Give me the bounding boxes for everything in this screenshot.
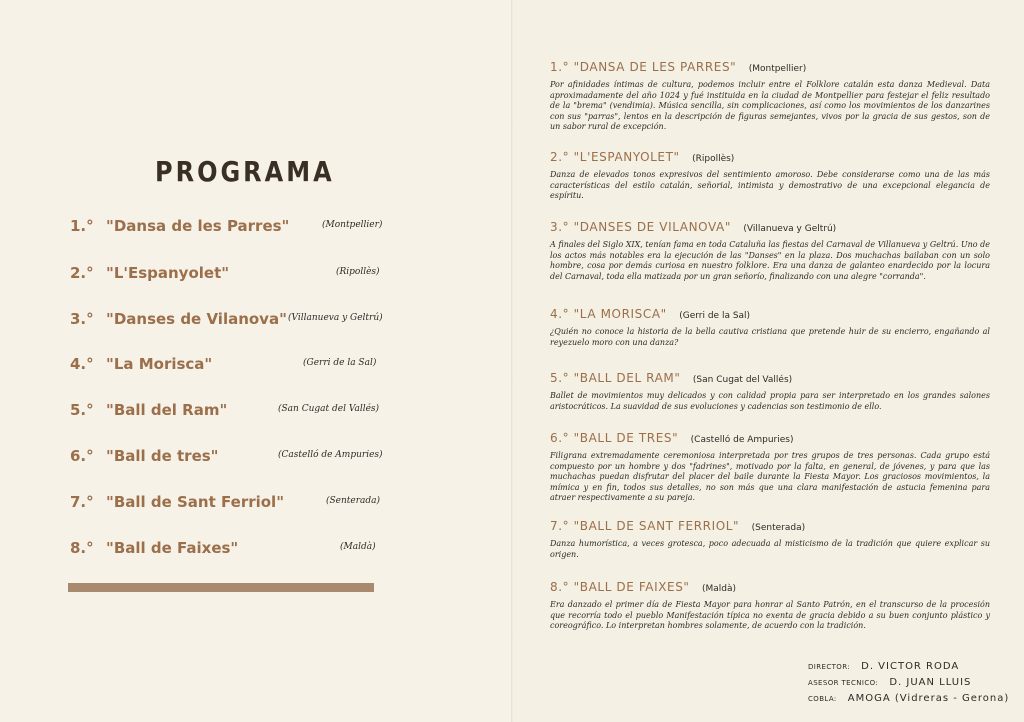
program-item-name: "Ball de Faixes" <box>106 539 239 557</box>
program-item-place: (Senterada) <box>326 496 381 506</box>
program-item-name: "Ball de Sant Ferriol" <box>106 493 285 511</box>
program-item-place: (Ripollès) <box>336 267 380 277</box>
dance-place: (San Cugat del Vallés) <box>692 375 793 385</box>
credit-label: COBLA: <box>808 695 837 703</box>
program-item-number: 2.° <box>70 264 94 282</box>
dance-heading <box>550 307 990 321</box>
dance-description <box>550 60 990 133</box>
dance-name: "BALL DE TRES" <box>573 431 679 445</box>
dance-description <box>550 220 990 282</box>
dance-heading <box>550 519 990 533</box>
program-item <box>70 401 390 425</box>
dance-place: (Castelló de Ampuries) <box>690 435 794 445</box>
dance-heading <box>550 150 990 164</box>
dance-name: "BALL DE SANT FERRIOL" <box>573 519 740 533</box>
decorative-bar <box>68 583 374 592</box>
dance-name: "DANSES DE VILANOVA" <box>573 220 731 234</box>
program-item-name: "Dansa de les Parres" <box>106 217 290 235</box>
dance-place: (Maldà) <box>701 584 736 594</box>
credit-value: AMOGA (Vidreras - Gerona) <box>847 693 1010 704</box>
dance-text: Filigrana extremadamente ceremoniosa interpretada por tres grupos de tres personas. Cada grupo está compuesto por un hombre y dos "fadrines", motivado por la falta, en general, de jóvenes, y para que las muchachas puedan disfrutar del placer del baile durante la Fiesta Mayor. Los graciosos movimientos, la mímica y en fin, todos sus detalles, no son más que una clara manifestación de astucia femenina para atraer respectivamente a su pareja. <box>550 451 990 502</box>
dance-number: 4.° <box>550 307 570 321</box>
dance-text: Era danzado el primer día de Fiesta Mayor para honrar al Santo Patrón, en el transcurso de la procesión que recorría todo el pueblo Manifestación típica no exenta de gracia debido a su buen conjunto plástico y coreográfico. Lo interpretan hombres solamente, de acuerdo con la tradición. <box>550 600 990 630</box>
dance-heading <box>550 371 990 385</box>
program-item-name: "La Morisca" <box>106 355 213 373</box>
program-item <box>70 447 390 471</box>
dance-number: 7.° <box>550 519 570 533</box>
credits <box>808 654 1018 702</box>
program-item-place: (Gerri de la Sal) <box>303 358 377 368</box>
credit-value: D. VICTOR RODA <box>861 661 960 672</box>
credit-label: ASESOR TECNICO: <box>808 679 879 687</box>
dance-description <box>550 580 990 632</box>
program-item-number: 4.° <box>70 355 94 373</box>
dance-name: "BALL DEL RAM" <box>573 371 681 385</box>
program-item <box>70 355 390 379</box>
dance-text: Por afinidades íntimas de cultura, podemos incluir entre el Folklore catalán esta danza Medieval. Data aproximadamente del año 1024 y fué instituida en la ciudad de Montpellier para festejar el feliz resultado de la "brema" (vendimia). Música sencilla, sin complicaciones, así como los movimientos de los danzarines con sus "parras", lentos en la descripción de figuras semejantes, vivos por la gracia de sus gestos, son de un sabor rural de excepción. <box>550 80 990 131</box>
credit-row <box>808 670 1018 686</box>
dance-place: (Senterada) <box>751 523 806 533</box>
dance-number: 3.° <box>550 220 570 234</box>
dance-heading <box>550 431 990 445</box>
dance-description <box>550 307 990 348</box>
program-item-number: 6.° <box>70 447 94 465</box>
dance-description <box>550 431 990 504</box>
dance-place: (Gerri de la Sal) <box>679 311 751 321</box>
dance-text: Danza humorística, a veces grotesca, poco adecuada al misticismo de la tradición que quiere explicar su origen. <box>550 539 990 559</box>
credit-row <box>808 654 1018 670</box>
dance-heading <box>550 60 990 74</box>
dance-text: A finales del Siglo XIX, tenían fama en toda Cataluña las fiestas del Carnaval de Villanueva y Geltrú. Uno de los actos más notables era la ejecución de las "Danses" en la plaza. Dos muchachas bailaban con un solo hombre, cosa por demás curiosa en nuestro folklore. Era una danza de galanteo enardecido por la locura del Carnaval, toda ella matizada por un gran señorío, finalizando con una alegre "corranda". <box>550 240 990 281</box>
program-item <box>70 539 390 563</box>
dance-name: "L'ESPANYOLET" <box>573 150 680 164</box>
program-item-place: (San Cugat del Vallés) <box>278 404 380 414</box>
program-item-name: "Danses de Vilanova" <box>106 310 287 328</box>
program-title: PROGRAMA <box>155 155 335 189</box>
program-item-name: "Ball de tres" <box>106 447 219 465</box>
program-item-number: 8.° <box>70 539 94 557</box>
program-item <box>70 264 390 288</box>
program-item <box>70 217 390 241</box>
dance-heading <box>550 580 990 594</box>
dance-heading <box>550 220 990 234</box>
credit-value: D. JUAN LLUIS <box>889 677 972 688</box>
program-item-place: (Montpellier) <box>322 220 383 230</box>
dance-place: (Villanueva y Geltrú) <box>743 224 837 234</box>
dance-description <box>550 519 990 560</box>
dance-number: 5.° <box>550 371 570 385</box>
credit-row <box>808 686 1018 702</box>
dance-name: "LA MORISCA" <box>573 307 667 321</box>
dance-number: 1.° <box>550 60 570 74</box>
dance-number: 6.° <box>550 431 570 445</box>
program-item-number: 1.° <box>70 217 94 235</box>
dance-number: 8.° <box>550 580 570 594</box>
program-item-number: 3.° <box>70 310 94 328</box>
dance-text: ¿Quién no conoce la historia de la bella cautiva cristiana que pretende huir de su encierro, engañando al reyezuelo moro con una danza? <box>550 327 990 347</box>
program-item-number: 5.° <box>70 401 94 419</box>
program-item <box>70 310 390 334</box>
program-item-place: (Villanueva y Geltrú) <box>288 313 383 323</box>
page-fold <box>511 0 513 722</box>
program-item-name: "L'Espanyolet" <box>106 264 230 282</box>
program-item-name: "Ball del Ram" <box>106 401 228 419</box>
dance-place: (Ripollès) <box>692 154 735 164</box>
credit-label: DIRECTOR: <box>808 663 851 671</box>
program-item <box>70 493 390 517</box>
dance-name: "DANSA DE LES PARRES" <box>573 60 737 74</box>
dance-description <box>550 150 990 202</box>
program-item-place: (Maldà) <box>340 542 376 552</box>
program-item-number: 7.° <box>70 493 94 511</box>
dance-description <box>550 371 990 412</box>
dance-number: 2.° <box>550 150 570 164</box>
dance-text: Danza de elevados tonos expresivos del sentimiento amoroso. Debe considerarse como una de las más características del estilo catalán, señorial, intimista y demostrativo de una excepcional elegancia de espíritu. <box>550 170 990 200</box>
dance-text: Ballet de movimientos muy delicados y con calidad propia para ser interpretado en los grandes salones aristocráticos. La suavidad de sus evoluciones y cadencias son testimonio de ello. <box>550 391 990 411</box>
program-item-place: (Castelló de Ampuries) <box>278 450 383 460</box>
dance-place: (Montpellier) <box>748 64 807 74</box>
dance-name: "BALL DE FAIXES" <box>573 580 690 594</box>
